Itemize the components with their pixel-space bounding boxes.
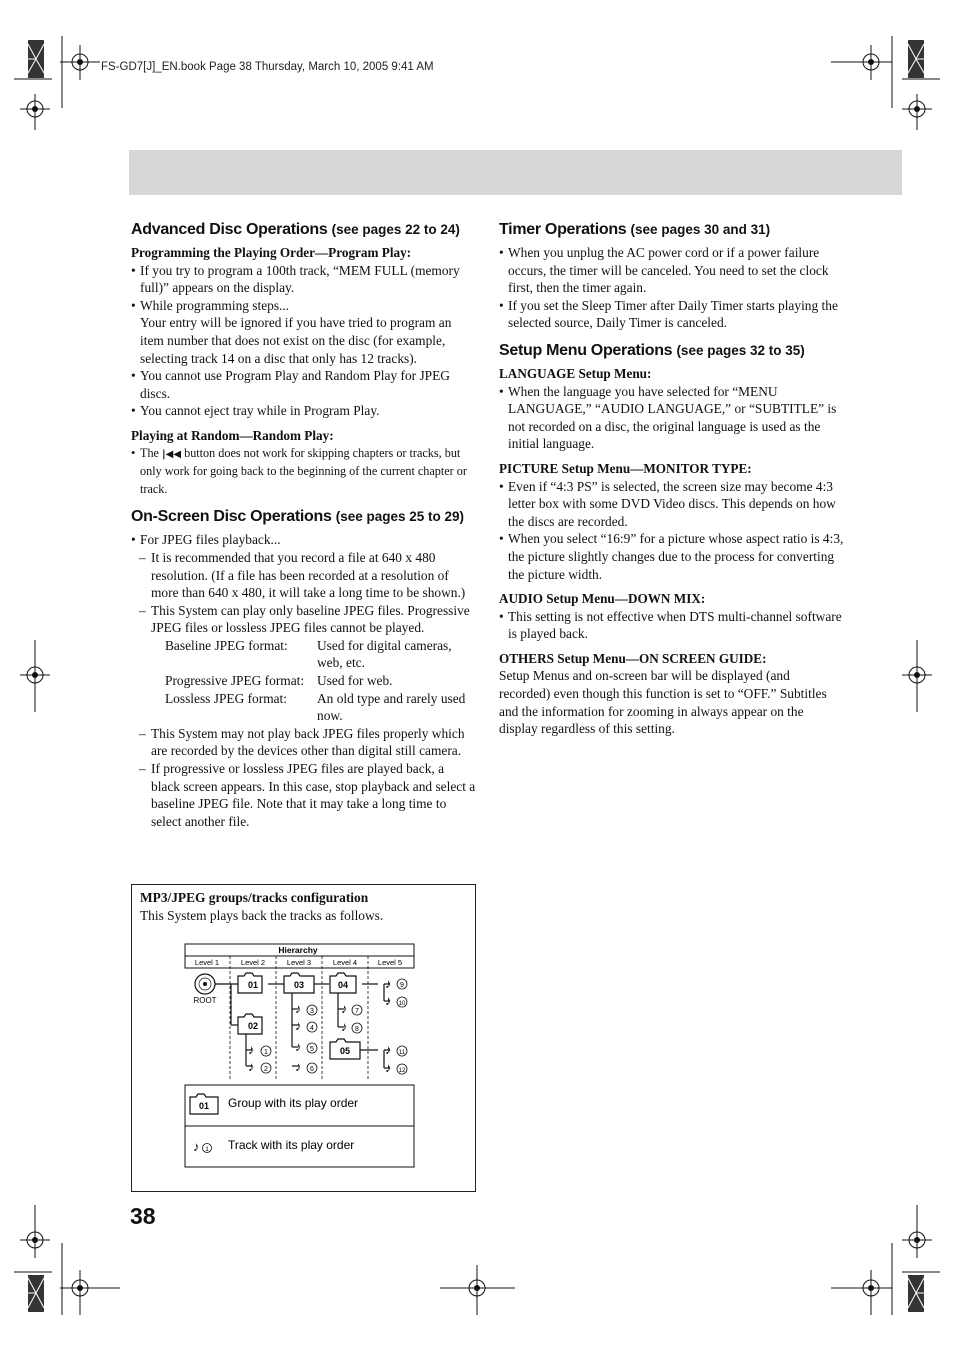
- svg-text:8: 8: [355, 1026, 359, 1033]
- level-label: Level 5: [377, 958, 403, 967]
- bullet: • While programming steps...: [131, 297, 290, 313]
- timer-heading: [499, 219, 844, 241]
- svg-text:6: 6: [310, 1066, 314, 1073]
- setup-ref: (see pages 32 to 35): [676, 342, 805, 358]
- root-disc-icon: [195, 974, 215, 994]
- group-folder: [330, 1039, 360, 1059]
- level-label: Level 2: [240, 958, 266, 967]
- dash-item: – It is recommended that you record a file at 640 x 480 resolution. (If a file has been recorded at a resolution of more than 640 x 480, it will take a long time to be shown.): [139, 549, 466, 601]
- bullet-continuation: Your entry will be ignored if you have tried to program an item number that does not exist on the disc (for example, selecting track 14 on a disc that only has 12 tracks).: [140, 315, 452, 366]
- level-label: Level 3: [286, 958, 312, 967]
- svg-text:3: 3: [310, 1008, 314, 1015]
- track-icon: [248, 1042, 271, 1057]
- page-number: 38: [130, 1203, 156, 1229]
- print-info: FS-GD7[J]_EN.book Page 38 Thursday, March 10, 2005 9:41 AM: [101, 61, 434, 73]
- svg-text:03: 03: [293, 980, 305, 990]
- svg-text:7: 7: [355, 1008, 359, 1015]
- config-title: MP3/JPEG groups/tracks configuration: [140, 890, 369, 905]
- timer-ref: (see pages 30 and 31): [630, 222, 771, 237]
- bullet: • You cannot eject tray while in Program Play.: [131, 403, 380, 419]
- group-folder: [238, 973, 262, 993]
- svg-text:11: 11: [398, 1050, 406, 1056]
- svg-text:♪: ♪: [385, 1042, 392, 1057]
- bullet: • You cannot use Program Play and Random Play for JPEG discs.: [131, 368, 450, 401]
- legend-track-label: Track with its play order: [228, 1138, 355, 1152]
- timer-title: Timer Operations: [499, 221, 627, 238]
- left-column: [131, 219, 476, 830]
- svg-text:02: 02: [247, 1021, 259, 1031]
- bullet: • The |◀◀ button does not work for skipping chapters or tracks, but only work for going back to the beginning of the current chapter or track.: [131, 445, 467, 496]
- dash-item: – This System may not play back JPEG files properly which are recorded by the devices other than digital still camera.: [139, 725, 465, 759]
- svg-text:♪: ♪: [248, 1042, 255, 1057]
- group-folder: [238, 1014, 262, 1034]
- track-icon: [295, 1001, 317, 1016]
- svg-text:4: 4: [310, 1025, 314, 1032]
- svg-text:♪: ♪: [295, 1059, 302, 1074]
- advanced-heading: [131, 219, 476, 241]
- dash-item: – If progressive or lossless JPEG files are played back, a black screen appears. In this case, stop playback and select a baseline JPEG file. Note that it may take a long time to select another file.: [139, 761, 476, 829]
- track-icon: [385, 1042, 407, 1057]
- svg-text:♪: ♪: [341, 1001, 348, 1016]
- picture-heading: PICTURE Setup Menu—MONITOR TYPE:: [499, 460, 752, 476]
- format-row: Progressive JPEG format: Used for web.: [165, 673, 393, 689]
- svg-text:♪: ♪: [341, 1019, 348, 1034]
- track-icon: [385, 993, 407, 1008]
- root-label: ROOT: [193, 996, 217, 1005]
- config-subtitle: This System plays back the tracks as follows.: [140, 907, 384, 923]
- track-icon: [385, 976, 407, 991]
- svg-text:05: 05: [339, 1046, 351, 1056]
- program-play-heading: Programming the Playing Order—Program Play:: [131, 245, 412, 260]
- bullet: • If you try to program a 100th track, “MEM FULL (memory full)” appears on the display.: [131, 262, 460, 296]
- bullet: • When you unplug the AC power cord or if a power failure occurs, the timer will be canceled. You need to set the clock first, then the timer again.: [499, 245, 829, 296]
- dash-item: – This System can play only baseline JPEG files. Progressive JPEG files or lossless JPEG files cannot be played.: [139, 602, 470, 636]
- others-heading: OTHERS Setup Menu—ON SCREEN GUIDE:: [499, 650, 767, 666]
- advanced-title: Advanced Disc Operations: [131, 221, 328, 238]
- header-band: [129, 150, 902, 195]
- random-play-heading: Playing at Random—Random Play:: [131, 427, 334, 443]
- svg-text:04: 04: [337, 980, 349, 990]
- format-row: Baseline JPEG format: Used for digital cameras, web, etc.: [165, 637, 452, 671]
- track-icon: [341, 1001, 362, 1016]
- svg-text:♪: ♪: [295, 1001, 302, 1016]
- bullet: • This setting is not effective when DTS multi-channel software is played back.: [499, 608, 842, 642]
- onscreen-title: On-Screen Disc Operations: [131, 508, 332, 526]
- setup-title: Setup Menu Operations: [499, 341, 673, 359]
- language-heading: LANGUAGE Setup Menu:: [499, 365, 652, 381]
- others-paragraph: Setup Menus and on-screen bar will be displayed (and recorded) even though this function is set to “OFF.” Subtitles and the information for zooming in always appear on the display regardless of this setting.: [499, 668, 827, 737]
- level-label: Level 1: [194, 958, 220, 967]
- audio-heading: AUDIO Setup Menu—DOWN MIX:: [499, 591, 706, 607]
- svg-text:10: 10: [398, 1001, 406, 1007]
- format-row: Lossless JPEG format: An old type and rarely used now.: [165, 690, 466, 724]
- group-folder: [330, 973, 356, 993]
- track-icon: [295, 1059, 317, 1074]
- legend-group-label: Group with its play order: [228, 1096, 359, 1110]
- svg-text:♪: ♪: [295, 1039, 302, 1054]
- svg-text:5: 5: [310, 1046, 314, 1053]
- hierarchy-diagram: [132, 885, 475, 1191]
- svg-text:2: 2: [264, 1066, 268, 1073]
- level-label: Level 4: [332, 958, 358, 967]
- bullet: • If you set the Sleep Timer after Daily Timer starts playing the selected source, Daily Timer is canceled.: [499, 297, 838, 331]
- track-icon: [295, 1039, 317, 1054]
- track-icon: [248, 1059, 271, 1074]
- track-icon: [385, 1060, 407, 1075]
- track-icon: [341, 1019, 362, 1034]
- svg-text:1: 1: [205, 1146, 209, 1153]
- svg-text:♪: ♪: [385, 1060, 392, 1075]
- svg-text:01: 01: [198, 1101, 210, 1111]
- svg-text:♪: ♪: [193, 1139, 200, 1154]
- svg-text:♪: ♪: [248, 1059, 255, 1074]
- setup-heading: [499, 340, 844, 362]
- bullet: • For JPEG files playback...: [131, 532, 281, 548]
- hierarchy-label: Hierarchy: [278, 945, 318, 955]
- bullet: • Even if “4:3 PS” is selected, the screen size may become 4:3 letter box with some DVD Video discs. This depends on how the discs are recorded.: [499, 478, 836, 529]
- svg-text:♪: ♪: [385, 976, 392, 991]
- bullet: • When the language you have selected for “MENU LANGUAGE,” “AUDIO LANGUAGE,” or “SUBTITLE” is not recorded on a disc, the original language is used as the initial language.: [499, 383, 837, 452]
- svg-text:01: 01: [247, 980, 259, 990]
- skip-back-icon: |◀◀: [162, 448, 182, 460]
- svg-text:1: 1: [264, 1049, 268, 1056]
- advanced-ref: (see pages 22 to 24): [331, 222, 460, 237]
- onscreen-heading: [131, 506, 476, 528]
- config-box: [131, 884, 476, 1192]
- svg-text:♪: ♪: [295, 1018, 302, 1033]
- legend-group-icon: [190, 1094, 218, 1114]
- onscreen-ref: (see pages 25 to 29): [335, 509, 465, 525]
- right-column: [499, 219, 844, 738]
- group-folder: [284, 973, 314, 993]
- bullet: • When you select “16:9” for a picture whose aspect ratio is 4:3, the picture slightly changes due to the process for converting the picture width.: [499, 531, 844, 582]
- track-icon: [295, 1018, 317, 1033]
- svg-text:♪: ♪: [385, 993, 392, 1008]
- svg-text:12: 12: [398, 1068, 406, 1074]
- svg-text:9: 9: [400, 982, 404, 989]
